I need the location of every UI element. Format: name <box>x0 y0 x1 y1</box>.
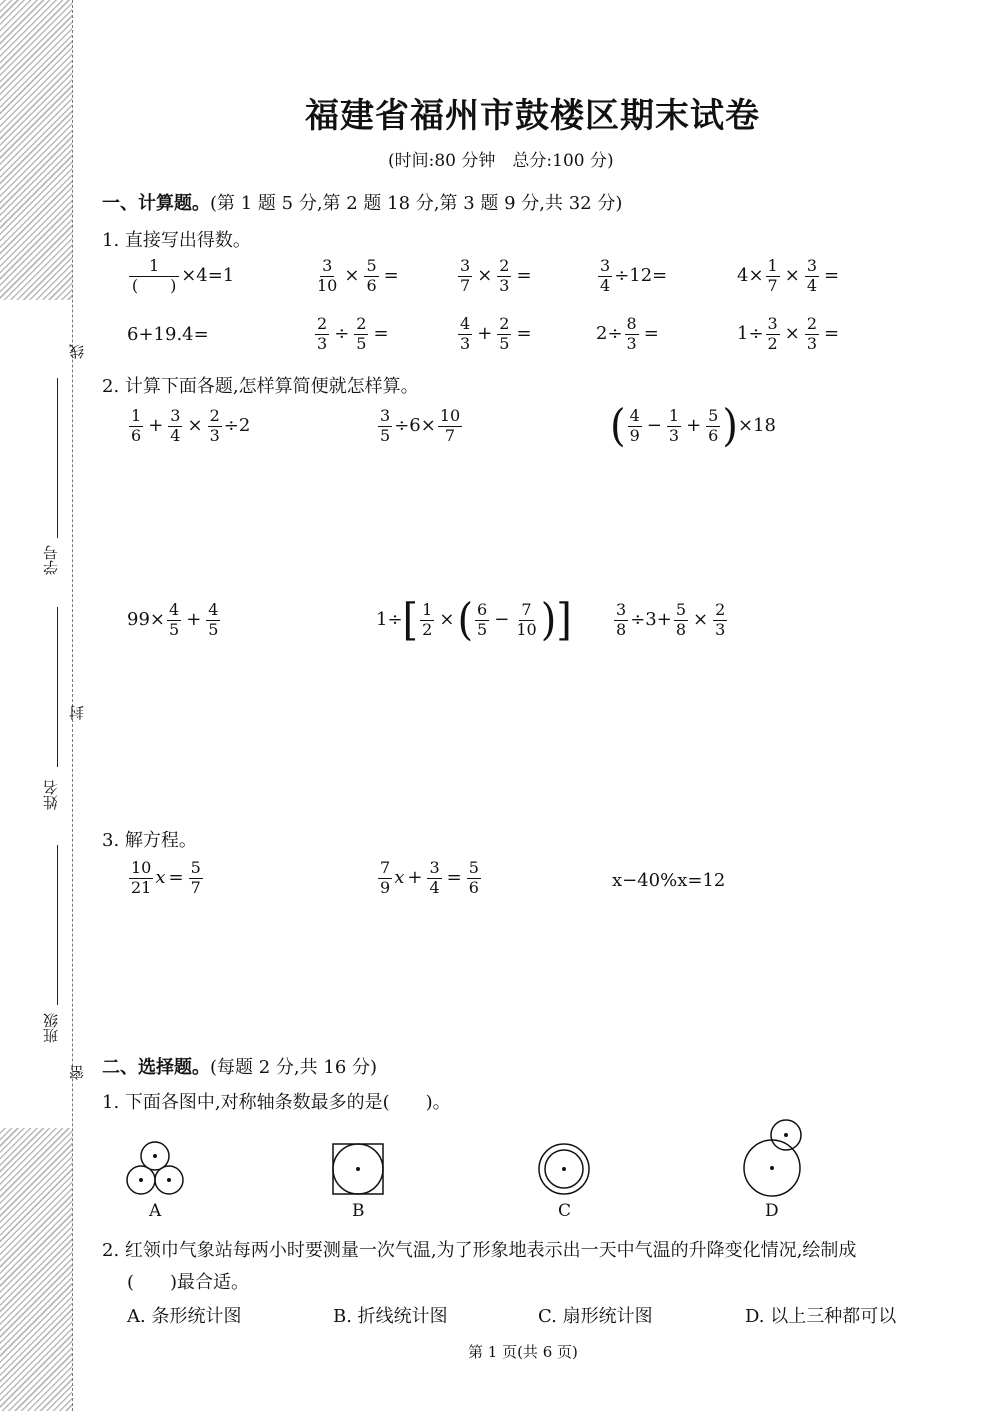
s1-q2-prompt: 2. 计算下面各题,怎样算简便就怎样算。 <box>102 376 419 397</box>
s1-q1-prompt: 1. 直接写出得数。 <box>102 230 251 251</box>
figure-d <box>744 1120 801 1196</box>
xingming-blank <box>57 607 58 767</box>
q2-expr-1: $\frac{1}{6}$ + $\frac{3}{4}$ × $\frac{2}{3}$ ÷2 <box>131 406 251 445</box>
fraction: $\frac{7}{10}$ <box>516 599 537 639</box>
figure-c-dot <box>562 1167 566 1171</box>
fig-label-a: A <box>149 1201 162 1221</box>
fraction: $\frac{2}{5}$ <box>499 314 510 353</box>
section2-title: 二、选择题。 <box>102 1057 210 1078</box>
fraction: $\frac{3}{4}$ <box>600 256 611 295</box>
fraction: $\frac{7}{9}$ <box>380 858 391 897</box>
fraction: $\frac{8}{3}$ <box>626 314 637 353</box>
fraction: $\frac{5}{7}$ <box>190 858 201 897</box>
option-c: C. 扇形统计图 <box>538 1306 653 1327</box>
option-a: A. 条形统计图 <box>127 1306 242 1327</box>
fraction: $\frac{2}{3}$ <box>209 406 220 445</box>
q3-eq-2: $\frac{7}{9}$ x + $\frac{3}{4}$ = $\frac{5}{6}$ <box>380 858 479 897</box>
fraction: $\frac{2}{3}$ <box>715 600 726 639</box>
page-footer: 第 1 页(共 6 页) <box>468 1343 578 1361</box>
margin-xian: 线 <box>68 344 86 359</box>
q1-expr-4: $\frac{3}{4}$ ÷12= <box>600 256 668 295</box>
fraction: $\frac{4}{9}$ <box>629 405 640 445</box>
q1-expr-3: $\frac{3}{7}$ × $\frac{2}{3}$ = <box>460 256 532 295</box>
fraction: $\frac{3}{4}$ <box>170 406 181 445</box>
fraction: $\frac{1}{3}$ <box>668 405 680 445</box>
xingming-label: 姓名 <box>42 780 60 810</box>
q2-expr-6: $\frac{3}{8}$ ÷3+ $\frac{5}{8}$ × $\frac{2}{3}$ <box>616 600 726 639</box>
q2-expr-4: 99× $\frac{4}{5}$ + $\frac{4}{5}$ <box>127 600 219 639</box>
s2-q2-prompt: 2. 红领巾气象站每两小时要测量一次气温,为了形象地表示出一天中气温的升降变化情况,绘制成 <box>102 1240 857 1261</box>
fraction: $\frac{4}{5}$ <box>208 600 219 639</box>
q1-expr-10: 1÷ $\frac{3}{2}$ × $\frac{2}{3}$ = <box>737 314 840 353</box>
fraction: $\frac{1}{6}$ <box>131 406 142 445</box>
s2-q2-prompt-cont: ( )最合适。 <box>127 1272 250 1293</box>
q2-expr-3: ( $\frac{4}{9}$ − $\frac{1}{3}$ + $\frac{5}{6}$ ) ×18 <box>610 400 776 452</box>
fraction: $\frac{1}{( )}$ <box>129 258 179 295</box>
xuehao-label: 学号 <box>42 545 60 575</box>
fraction: $\frac{3}{4}$ <box>429 858 440 897</box>
fraction: $\frac{4}{5}$ <box>169 600 180 639</box>
option-b: B. 折线统计图 <box>333 1306 448 1327</box>
fraction: $\frac{4}{3}$ <box>460 314 471 353</box>
fraction: $\frac{2}{5}$ <box>356 314 367 353</box>
s1-q3-prompt: 3. 解方程。 <box>102 830 197 851</box>
fig-label-c: C <box>558 1201 572 1221</box>
option-d: D. 以上三种都可以 <box>745 1306 897 1327</box>
fraction: $\frac{6}{5}$ <box>477 599 488 639</box>
q1-expr-8: $\frac{4}{3}$ + $\frac{2}{5}$ = <box>460 314 532 353</box>
q1-expr-6: 6+19.4= <box>127 324 209 345</box>
fraction: $\frac{5}{6}$ <box>366 256 377 295</box>
fraction: $\frac{3}{4}$ <box>806 256 818 295</box>
banji-blank <box>57 845 58 1005</box>
fraction: $\frac{5}{6}$ <box>708 405 719 445</box>
margin-feng: 封 <box>68 705 86 720</box>
q1-expr-7: $\frac{2}{3}$ ÷ $\frac{2}{5}$ = <box>317 314 389 353</box>
q2-expr-2: $\frac{3}{5}$ ÷6× $\frac{10}{7}$ <box>380 406 461 445</box>
fraction: $\frac{10}{21}$ <box>131 858 152 897</box>
fraction: $\frac{2}{3}$ <box>499 256 510 295</box>
section1-title: 一、计算题。 <box>102 193 210 214</box>
figure-a <box>127 1142 183 1194</box>
q2-expr-5: 1÷ [ $\frac{1}{2}$ × ( $\frac{6}{5}$ − $\frac{7}{10}$ ) ] <box>376 594 572 646</box>
figure-d-dots <box>770 1133 788 1170</box>
fraction: $\frac{3}{7}$ <box>460 256 471 295</box>
q3-eq-1: $\frac{10}{21}$ x = $\frac{5}{7}$ <box>131 858 201 897</box>
q1-expr-2: $\frac{3}{10}$ × $\frac{5}{6}$ = <box>317 256 399 295</box>
fig-label-d: D <box>765 1201 779 1221</box>
fraction: $\frac{3}{2}$ <box>767 314 778 353</box>
section1-note: (第 1 题 5 分,第 2 题 18 分,第 3 题 9 分,共 32 分) <box>210 193 623 214</box>
banji-label: 班级 <box>42 1013 60 1043</box>
figure-b-dot <box>356 1167 360 1171</box>
q1-expr-5: 4× $\frac{1}{7}$ × $\frac{3}{4}$ = <box>737 256 840 295</box>
fig-label-b: B <box>352 1201 365 1221</box>
fraction: $\frac{2}{3}$ <box>317 314 328 353</box>
binding-hatch-top <box>0 0 72 300</box>
q3-eq-3: x−40%x=12 <box>612 870 726 891</box>
fraction: $\frac{2}{3}$ <box>806 314 818 353</box>
fraction: $\frac{1}{7}$ <box>767 256 778 295</box>
section2-note: (每题 2 分,共 16 分) <box>210 1057 378 1078</box>
fraction: $\frac{5}{6}$ <box>468 858 479 897</box>
exam-info: (时间:80 分钟 总分:100 分) <box>388 151 614 171</box>
s2-q1-prompt: 1. 下面各图中,对称轴条数最多的是( )。 <box>102 1092 451 1113</box>
q1-expr-9: 2÷ $\frac{8}{3}$ = <box>596 314 659 353</box>
xuehao-blank <box>57 378 58 538</box>
fraction: $\frac{1}{2}$ <box>422 599 433 639</box>
page-title: 福建省福州市鼓楼区期末试卷 <box>305 96 760 136</box>
fraction: $\frac{3}{5}$ <box>380 406 391 445</box>
q1-expr-1: $\frac{1}{( )}$ ×4=1 <box>127 258 234 295</box>
fraction: $\frac{5}{8}$ <box>675 600 686 639</box>
margin-mi: 密 <box>68 1065 86 1080</box>
fraction: $\frac{3}{10}$ <box>317 256 338 295</box>
section1-heading <box>102 189 622 215</box>
section2-heading <box>102 1053 377 1079</box>
fraction: $\frac{10}{7}$ <box>439 406 461 445</box>
fraction: $\frac{3}{8}$ <box>616 600 627 639</box>
